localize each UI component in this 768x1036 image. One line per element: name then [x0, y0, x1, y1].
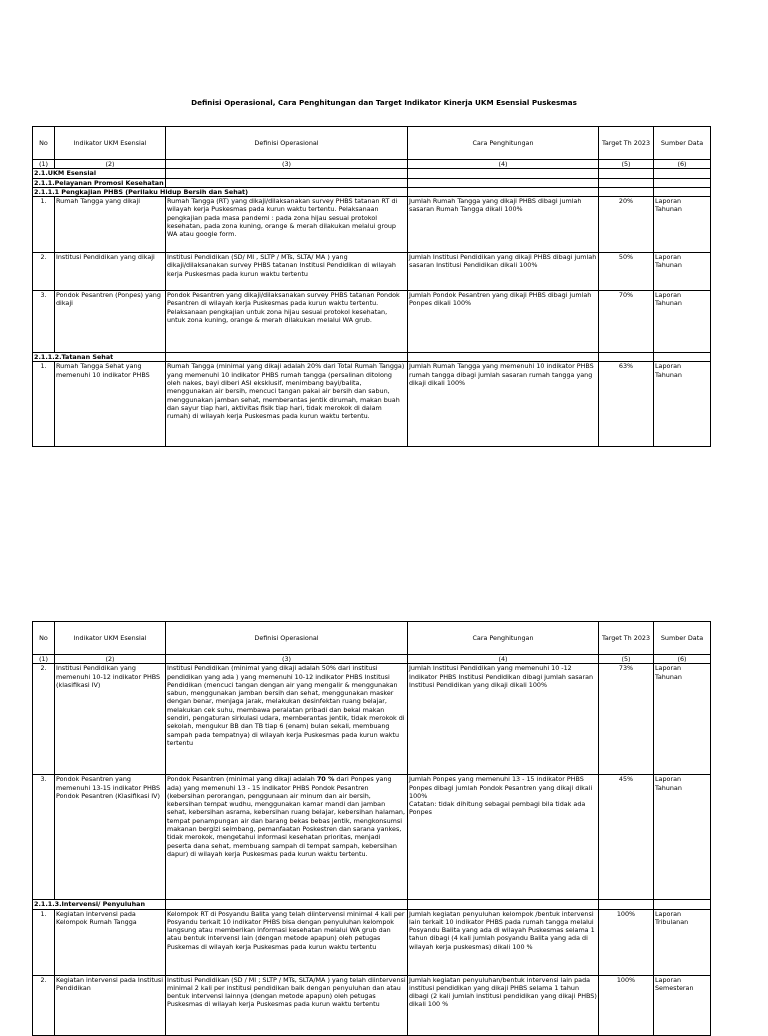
row-target: 20%: [599, 197, 654, 253]
section-row: [33, 187, 711, 196]
col-number: (5): [599, 160, 654, 169]
row-sumber: Laporan Tribulanan: [654, 909, 711, 975]
header-no: No: [33, 622, 55, 655]
row-target: 45%: [599, 775, 654, 900]
header-indikator: Indikator UKM Esensial: [55, 622, 166, 655]
row-sumber: Laporan Tahunan: [654, 664, 711, 775]
row-no: 2.: [33, 253, 55, 291]
cara-note: Catatan: tidak dihitung sebagai pembagi bila tidak ada Ponpes: [409, 800, 586, 817]
row-cara: Jumlah Rumah Tangga yang memenuhi 10 indikator PHBS rumah tangga dibagi jumlah sasaran rumah tangga yang dikaji dikali 100%: [408, 362, 599, 447]
section-title: 2.1.1.2.Tatanan Sehat: [33, 353, 166, 362]
section-title: 2.1.1.1 Pengkajian PHBS (Perilaku Hidup Bersih dan Sehat): [33, 187, 408, 196]
indicator-table-2: [32, 621, 711, 1036]
row-indikator: Rumah Tangga Sehat yang memenuhi 10 indikator PHBS: [55, 362, 166, 447]
column-number-row: [33, 655, 711, 664]
header-sumber: Sumber Data: [654, 622, 711, 655]
header-definisi: Definisi Operasional: [166, 127, 408, 160]
row-no: 3.: [33, 291, 55, 353]
row-indikator: Institusi Pendidikan yang memenuhi 10-12 indikator PHBS (klasifikasi IV): [55, 664, 166, 775]
section-row: [33, 178, 711, 187]
row-indikator: Institusi Pendidikan yang dikaji: [55, 253, 166, 291]
header-target: Target Th 2023: [599, 622, 654, 655]
row-definisi: Rumah Tangga (minimal yang dikaji adalah 20% dari Total Rumah Tangga) yang memenuhi 10 indikator PHBS rumah tangga (persalinan ditolong oleh nakes, bayi diberi ASI eksklusif, menimbang bayi/balita, menggunakan air bersih, mencuci tangan pakai air bersih dan sabun, menggunakan jamban sehat, memberantas jentik dirumah, makan buah dan sayur tiap hari, aktivitas fisik tiap hari, tidak merokok di dalam rumah) di wilayah kerja Puskesmas pada kurun waktu tertentu.: [166, 362, 408, 447]
row-no: 1.: [33, 197, 55, 253]
table-row: [33, 291, 711, 353]
row-sumber: Laporan Tahunan: [654, 253, 711, 291]
row-no: 1.: [33, 362, 55, 447]
row-cara: Jumlah Pondok Pesantren yang dikaji PHBS dibagi jumlah Ponpes dikali 100%: [408, 291, 599, 353]
row-target: 50%: [599, 253, 654, 291]
definisi-text: dari Ponpes yang ada) yang memenuhi 13 - 15 indikator PHBS Pondok Pesantren (kebersihan perorangan, penggunaan air minum dan air bersih, kebersihan tempat wudhu, menggunakan kamar mandi dan jamban sehat, kebersihan asrama, kebersihan ruang belajar, kebersihan halaman, tempat penampungan air dan barang bekas bebas jentik, mengkonsumsi makanan bergizi seimbang, pemanfaatan Poskestren dan sarana yankes, tidak merokok, mengetahui informasi kesehatan prioritas, menjadi peserta dana sehat, membuang sampah di tempat sampah, kebersihan dapur) di wilayah kerja Puskesmas pada kurun waktu tertentu.: [167, 775, 405, 858]
row-definisi: Institusi Pendidikan (SD / MI ; SLTP / MTs, SLTA/MA ) yang telah diintervensi minimal 2 kali per institusi pendidikan baik dengan penyuluhan dan atau bentuk intervensi lainnya (dengan metode apapun) oleh petugas Puskesmas di wilayah kerja Puskesmas pada kurun waktu tertentu: [166, 975, 408, 1035]
header-row: [33, 622, 711, 655]
header-cara: Cara Penghitungan: [408, 622, 599, 655]
row-indikator: Pondok Pesantren yang memenuhi 13-15 indikator PHBS Pondok Pesantren (Klasifikasi IV): [55, 775, 166, 900]
row-target: 100%: [599, 909, 654, 975]
table-row: [33, 909, 711, 975]
table-row: [33, 362, 711, 447]
col-number: (1): [33, 655, 55, 664]
column-number-row: [33, 160, 711, 169]
section-row: [33, 353, 711, 362]
row-no: 2.: [33, 975, 55, 1035]
section-row: [33, 900, 711, 909]
row-cara: Jumlah Institusi Pendidikan yang memenuhi 10 -12 Indikator PHBS Institusi Pendidikan dibagi jumlah sasaran Institusi Pendidikan yang dikaji dikali 100%: [408, 664, 599, 775]
col-number: (6): [654, 160, 711, 169]
header-cara: Cara Penghitungan: [408, 127, 599, 160]
row-indikator: Rumah Tangga yang dikaji: [55, 197, 166, 253]
col-number: (2): [55, 655, 166, 664]
row-no: 3.: [33, 775, 55, 900]
section-title: 2.1.1.3.Intervensi/ Penyuluhan: [33, 900, 166, 909]
header-no: No: [33, 127, 55, 160]
document-title: Definisi Operasional, Cara Penghitungan dan Target Indikator Kinerja UKM Esensial Puskesmas: [191, 98, 577, 107]
row-sumber: Laporan Tahunan: [654, 197, 711, 253]
col-number: (6): [654, 655, 711, 664]
definisi-emphasis: 70 %: [316, 775, 335, 784]
col-number: (5): [599, 655, 654, 664]
row-indikator: Kegiatan intervensi pada Kelompok Rumah Tangga: [55, 909, 166, 975]
header-definisi: Definisi Operasional: [166, 622, 408, 655]
section-row: [33, 169, 711, 178]
row-target: 70%: [599, 291, 654, 353]
col-number: (1): [33, 160, 55, 169]
table-row: [33, 664, 711, 775]
col-number: (4): [408, 655, 599, 664]
table-row: [33, 253, 711, 291]
row-cara: Jumlah Rumah Tangga yang dikaji PHBS dibagi jumlah sasaran Rumah Tangga dikali 100%: [408, 197, 599, 253]
col-number: (3): [166, 160, 408, 169]
row-sumber: Laporan Tahunan: [654, 291, 711, 353]
row-definisi: Rumah Tangga (RT) yang dikaji/dilaksanakan survey PHBS tatanan RT di wilayah kerja Puskesmas pada kurun waktu tertentu. Pelaksanaan pengkajian pada masa pandemi : pada zona hijau sesuai protokol kesehatan, pada zona kuning, orange & merah dilakukan melalui group WA atau google form.: [166, 197, 408, 253]
row-sumber: Laporan Tahunan: [654, 362, 711, 447]
header-indikator: Indikator UKM Esensial: [55, 127, 166, 160]
row-cara: [408, 775, 599, 900]
row-indikator: Kegiatan intervensi pada Institusi Pendidikan: [55, 975, 166, 1035]
row-no: 1.: [33, 909, 55, 975]
row-sumber: Laporan Tahunan: [654, 775, 711, 900]
row-definisi: Institusi Pendidikan (minimal yang dikaji adalah 50% dari institusi pendidikan yang ada ) yang memenuhi 10-12 indikator PHBS Institusi Pendidikan (mencuci tangan dengan air yang mengalir & menggunakan sabun, menggunakan jamban bersih dan sehat, menggunakan masker dengan benar, menjaga jarak, melakukan desinfektan ruang belajar, melakukan cek suhu, membawa peralatan pribadi dan bekal makan sendiri, pengaturan sirkulasi udara, memberantas jentik, tidak merokok di sekolah, mengukur BB dan TB tiap 6 (enam) bulan sekali, membuang sampah pada tempatnya) di wilayah kerja Puskesmas pada kurun waktu tertentu: [166, 664, 408, 775]
section-title: 2.1.UKM Esensial: [33, 169, 166, 178]
header-sumber: Sumber Data: [654, 127, 711, 160]
col-number: (3): [166, 655, 408, 664]
header-target: Target Th 2023: [599, 127, 654, 160]
col-number: (4): [408, 160, 599, 169]
row-definisi: Kelompok RT di Posyandu Balita yang telah diintervensi minimal 4 kali per Posyandu terkait 10 indikator PHBS bisa dengan penyuluhan kelompok langsung atau memberikan informasi kesehatan melalui WA grub dan atau bentuk intervensi lain (dengan metode apapun) oleh petugas Puskemas di wilayah kerja Puskesmas pada kurun waktu tertentu: [166, 909, 408, 975]
table-row: [33, 197, 711, 253]
row-cara: Jumlah kegiatan penyuluhan kelompok /bentuk intervensi lain terkait 10 indikator PHBS pada rumah tangga melalui Posyandu Balita yang ada di wilayah Puskesmas selama 1 tahun dibagi (4 kali jumlah posyandu Balita yang ada di wilayah kerja puskesmas) dikali 100 %: [408, 909, 599, 975]
row-cara: Jumlah Institusi Pendidikan yang dikaji PHBS dibagi jumlah sasaran Institusi Pendidikan dikali 100%: [408, 253, 599, 291]
col-number: (2): [55, 160, 166, 169]
row-target: 73%: [599, 664, 654, 775]
section-title: 2.1.1.Pelayanan Promosi Kesehatan: [34, 178, 164, 187]
row-cara: Jumlah kegiatan penyuluhan/bentuk intervensi lain pada institusi pendidikan yang dikaji PHBS selama 1 tahun dibagi (2 kali jumlah institusi pendidikan yang dikaji PHBS) dikali 100 %: [408, 975, 599, 1035]
table-row: [33, 975, 711, 1035]
row-target: 100%: [599, 975, 654, 1035]
header-row: [33, 127, 711, 160]
indicator-table-1: [32, 126, 711, 447]
row-target: 63%: [599, 362, 654, 447]
definisi-text: Pondok Pesantren (minimal yang dikaji adalah: [167, 775, 317, 784]
row-sumber: Laporan Semesteran: [654, 975, 711, 1035]
row-definisi: Institusi Pendidikan (SD/ MI , SLTP / MTs, SLTA/ MA ) yang dikaji/dilaksanakan survey PHBS tatanan Institusi Pendidikan di wilayah kerja Puskesmas pada kurun waktu tertentu: [166, 253, 408, 291]
row-indikator: Pondok Pesantren (Ponpes) yang dikaji: [55, 291, 166, 353]
table-row: [33, 775, 711, 900]
row-no: 2.: [33, 664, 55, 775]
row-definisi: Pondok Pesantren yang dikaji/dilaksanakan survey PHBS tatanan Pondok Pesantren di wilayah kerja Puskesmas pada kurun waktu tertentu. Pelaksanaan pengkajian untuk zona hijau sesuai protokol kesehatan, untuk zona kuning, orange & merah dilakukan melalui WA grub.: [166, 291, 408, 353]
row-definisi: [166, 775, 408, 900]
cara-text: Jumlah Ponpes yang memenuhi 13 - 15 indikator PHBS Ponpes dibagi jumlah Pondok Pesantren yang dikaji dikali 100%: [409, 775, 593, 800]
